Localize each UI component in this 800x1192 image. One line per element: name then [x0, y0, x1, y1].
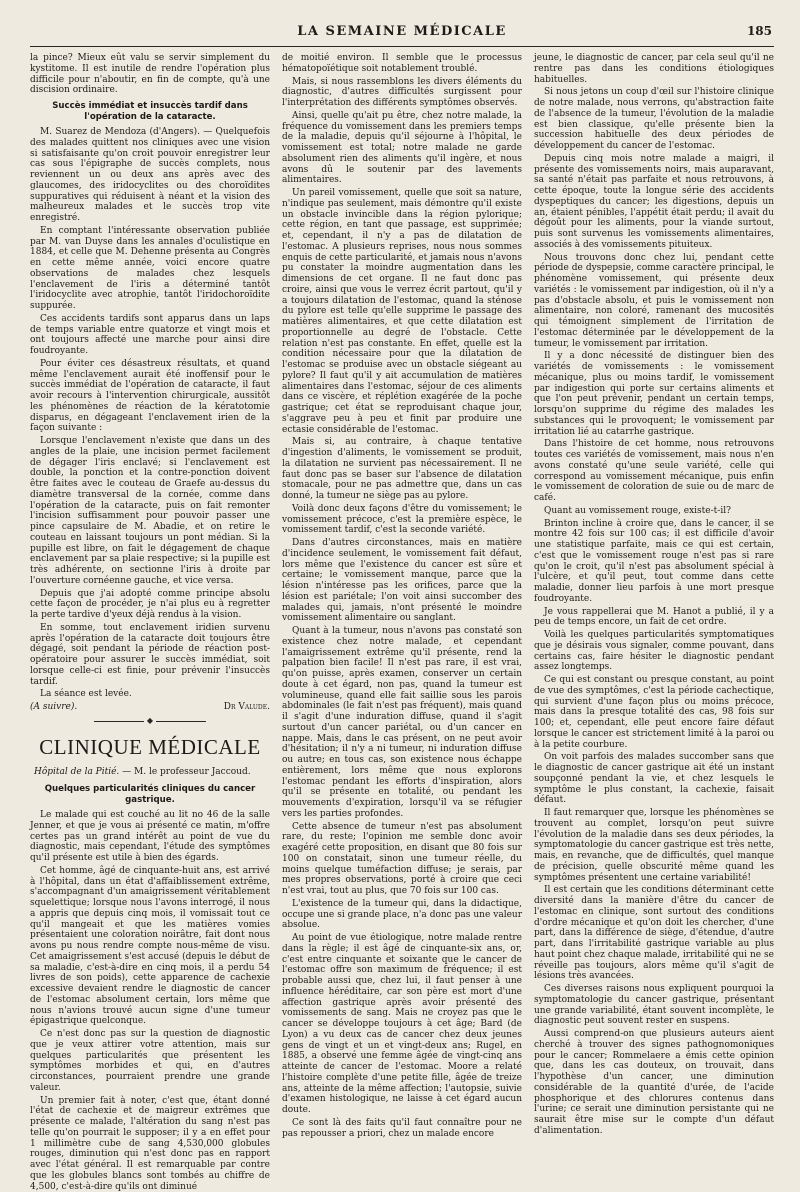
paragraph: Un pareil vomissement, quelle que soit sa nature, n'indique pas seulement, mais démontre qu'il existe un obstacle invincible dans la région pylorique; cette région, en tant que passage, est supprimée; et, cependant, il n'y a pas de dilatation de l'estomac. A plusieurs reprises, nous nous sommes enquis de cette particularité, et jamais nous n'avons pu constater la moindre augmentation dans les dimensions de cet organe. Il ne faut donc pas croire, ainsi que vous le verrez écrit partout, qu'il y a toujours dilatation de l'estomac, quand la sténose du pylore est telle qu'elle supprime le passage des matières alimentaires, et que cette dilatation est proportionnelle au degré de l'obstacle. Cette relation n'est pas constante. En effet, quelle est la condition nécessaire pour que la dilatation de l'estomac se produise avec un obstacle siégeant au pylore? Il faut qu'il y ait accumulation de matières alimentaires dans l'estomac, séjour de ces aliments dans ce viscère, et réplétion exagérée de la poche gastrique; cet état se reproduisant chaque jour, s'aggrave peu à peu et finit par produire une ectasie considérable de l'estomac. [282, 188, 522, 435]
paragraph: Pour éviter ces désastreux résultats, et quand même l'enclavement aurait été inoffensif pour le succès immédiat de l'opération de cataracte, il faut avoir recours à l'intervention chirurgicale, aussitôt les phénomènes de réaction de la kératotomie disparus, en dégageant l'enclavement irien de la façon suivante : [30, 359, 270, 434]
paragraph: jeune, le diagnostic de cancer, par cela seul qu'il ne rentre pas dans les conditions étiologiques habituelles. [534, 53, 774, 85]
journal-title: LA SEMAINE MÉDICALE [297, 24, 507, 39]
paragraph: Nous trouvons donc chez lui, pendant cette période de dyspepsie, comme caractère principal, le phénomène vomissement, qui présente deux variétés : le vomissement par indigestion, où il n'y a pas d'obstacle absolu, et puis le vomissement non alimentaire, non coloré, ramenant des mucosités qui témoignent simplement de l'irritation de l'estomac déterminée par le développement de la tumeur, le vomissement par irritation. [534, 253, 774, 350]
paragraph: Au point de vue étiologique, notre malade rentre dans la règle; il est âgé de cinquante-six ans, or, c'est entre cinquante et soixante que le cancer de l'estomac offre son maximum de fréquence; il est probable aussi que, chez lui, il faut penser à une influence héréditaire, car son père est mort d'une affection gastrique après avoir présenté des vomissements de sang. Mais ne croyez pas que le cancer se développe toujours à cet âge; Bard (de Lyon) a vu deux cas de cancer chez deux jeunes gens de vingt et un et vingt-deux ans; Rugel, en 1885, a observé une femme âgée de vingt-cinq ans atteinte de cancer de l'estomac. Moore a relaté l'histoire complète d'une petite fille, âgée de treize ans, atteinte de la même affection; l'autopsie, suivie d'examen histologique, ne laisse à cet égard aucun doute. [282, 933, 522, 1116]
professor-name: — M. le professeur Jaccoud. [119, 767, 250, 777]
column-2 [282, 53, 522, 1133]
paragraph: Depuis que j'ai adopté comme principe absolu cette façon de procéder, je n'ai plus eu à regretter la perte tardive d'yeux déjà rendus à la vision. [30, 589, 270, 621]
column-3 [534, 53, 774, 1133]
paragraph: La séance est levée. [30, 689, 270, 700]
paragraph: Mais, si nous rassemblons les divers éléments du diagnostic, d'autres difficultés surgissent pour l'interprétation des différents symptômes observés. [282, 77, 522, 109]
paragraph: Je vous rappellerai que M. Hanot a publié, il y a peu de temps encore, un fait de cet ordre. [534, 607, 774, 629]
paragraph: Quant au vomissement rouge, existe-t-il? [534, 506, 774, 517]
paragraph: Dans d'autres circonstances, mais en matière d'incidence seulement, le vomissement fait défaut, lors même que l'existence du cancer est sûre et certaine; le vomissement manque, parce que la lésion n'intéresse pas les orifices, parce que la lésion est pariétale; l'on voit ainsi succomber des malades qui, jamais, n'ont présenté le moindre vomissement alimentaire ou sanglant. [282, 538, 522, 624]
paragraph: Un premier fait à noter, c'est que, étant donné l'état de cachexie et de maigreur extrêmes que présente ce malade, l'altération du sang n'est pas telle qu'on pourrait le supposer; il y a en effet pour 1 millimètre cube de sang 4,530,000 globules rouges, diminution qui n'est donc pas en rapport avec l'état général. Il est remarquable par contre que les globules blancs sont tombés au chiffre de 4,500, c'est-à-dire qu'ils ont diminué [30, 1096, 270, 1192]
paragraph: Si nous jetons un coup d'œil sur l'histoire clinique de notre malade, nous verrons, qu'abstraction faite de l'absence de la tumeur, l'évolution de la maladie est bien classique, qu'elle présente bien la succession habituelle des deux périodes de développement du cancer de l'estomac. [534, 87, 774, 152]
paragraph: Ces accidents tardifs sont apparus dans un laps de temps variable entre quatorze et vingt mois et ont toujours affecté une marche pour ainsi dire foudroyante. [30, 314, 270, 357]
paragraph: Cette absence de tumeur n'est pas absolument rare, du reste; l'opinion me semble donc avoir exagéré cette proposition, en disant que 80 fois sur 100 on constatait, sinon une tumeur réelle, du moins quelque tuméfaction diffuse; je serais, par mes propres observations, porté à croire que ceci n'est vrai, tout au plus, que 70 fois sur 100 cas. [282, 822, 522, 897]
paragraph: Ces diverses raisons nous expliquent pourquoi la symptomatologie du cancer gastrique, présentant une grande variabilité, étant souvent incomplète, le diagnostic peut souvent rester en suspens. [534, 984, 774, 1027]
paragraph: Ce n'est donc pas sur la question de diagnostic que je veux attirer votre attention, mais sur quelques particularités que présentent les symptômes morbides et qui, en d'autres circonstances, pourraient prendre une grande valeur. [30, 1029, 270, 1094]
paragraph: Ce qui est constant ou presque constant, au point de vue des symptômes, c'est la période cachectique, qui survient d'une façon plus ou moins précoce, mais dans la presque totalité des cas, 98 fois sur 100; et, cependant, elle peut encore faire défaut lorsque le cancer est strictement limité à la paroi ou à la petite courbure. [534, 675, 774, 750]
paragraph: M. Suarez de Mendoza (d'Angers). — Quelquefois des malades quittent nos cliniques avec une vision si satisfaisante qu'on croit pouvoir enregistrer leur cas sous l'épigraphe de succès complets, nous reviennent un ou deux ans après avec des glaucomes, des iridocyclites ou des choroïdites suppuratives qui réduisent à néant et la vision des malheureux malades et le succès trop vite enregistré. [30, 127, 270, 224]
paragraph: de moitié environ. Il semble que le processus hématopoïétique soit notablement troublé. [282, 53, 522, 75]
section-attribution [30, 767, 270, 778]
paragraph: Il y a donc nécessité de distinguer bien des variétés de vomissements : le vomissement mécanique, plus ou moins tardif, le vomissement par indigestion qui porte sur certains aliments et que l'on peut prévenir, pendant un certain temps, lorsqu'on supprime du régime des malades les substances qui le provoquent; le vomissement par irritation lié au catarrhe gastrique. [534, 351, 774, 437]
hospital-name: Hôpital de la Pitié. [34, 767, 119, 777]
article-heading: Quelques particularités cliniques du cancer gastrique. [40, 784, 260, 805]
paragraph: Ainsi, quelle qu'ait pu être, chez notre malade, la fréquence du vomissement dans les premiers temps de la maladie, depuis qu'il séjourne à l'hôpital, le vomissement est total; notre malade ne garde absolument rien des aliments qu'il ingère, et nous avons dû le soutenir par des lavements alimentaires. [282, 111, 522, 186]
paragraph: Lorsque l'enclavement n'existe que dans un des angles de la plaie, une incision permet facilement de dégager l'iris enclavé; si l'enclavement est double, la ponction et la contre-ponction doivent être faites avec le couteau de Graefe au-dessus du diamètre transversal de la cornée, comme dans l'opération de la cataracte, puis on fait remonter l'incision suffisamment pour pouvoir passer une pince capsulaire de M. Abadie, et on retire le couteau en laissant toujours un pont médian. Si la pupille est libre, on fait le dégagement de chaque enclavement par sa plaie respective; si la pupille est très adhérente, on sectionne l'iris à droite par l'ouverture cornéenne gauche, et vice versa. [30, 436, 270, 587]
paragraph: Le malade qui est couché au lit no 46 de la salle Jenner, et que je vous ai présenté ce matin, m'offre certes pas un grand intérêt au point de vue du diagnostic, mais cependant, l'étude des symptômes qu'il présente est utile à bien des égards. [30, 810, 270, 864]
column-1 [30, 53, 270, 1133]
paragraph: Il faut remarquer que, lorsque les phénomènes se trouvent au complet, lorsqu'on peut suivre l'évolution de la maladie dans ses deux périodes, la symptomatologie du cancer gastrique est très nette, mais, en revanche, que de difficultés, quel manque de précision, quelle obscurité même quand les symptômes présentent une certaine variabilité! [534, 808, 774, 883]
page-number: 185 [747, 24, 772, 38]
paragraph: la pince? Mieux eût valu se servir simplement du kystitome. Il est inutile de rendre l'opération plus difficile pour n'aboutir, en fin de compte, qu'à une discision ordinaire. [30, 53, 270, 96]
paragraph: Dans l'histoire de cet homme, nous retrouvons toutes ces variétés de vomissement, mais nous n'en avons constaté qu'une seule variété, celle qui correspond au vomissement mécanique, puis enfin le vomissement de coloration de suie ou de marc de café. [534, 439, 774, 504]
paragraph: Aussi comprend-on que plusieurs auteurs aient cherché à trouver des signes pathognomoniques pour le cancer; Rommelaere a émis cette opinion que, dans les cas douteux, on trouvait, dans l'hypothèse d'un cancer, une diminution considérable de la quantité d'urée, de l'acide phosphorique et des chlorures contenus dans l'urine; ce serait une diminution persistante qui ne saurait être mise sur le compte d'un défaut d'alimentation. [534, 1029, 774, 1137]
section-divider: ◆ [30, 717, 270, 725]
article-heading: Succès immédiat et insuccès tardif dans l'opération de la cataracte. [40, 101, 260, 122]
paragraph: Voilà donc deux façons d'être du vomissement; le vomissement précoce, c'est la première espèce, le vomissement tardif, c'est la seconde variété. [282, 504, 522, 536]
paragraph: Mais si, au contraire, à chaque tentative d'ingestion d'aliments, le vomissement se produit, la dilatation ne survient pas nécessairement. Il ne faut donc pas se baser sur l'absence de dilatation stomacale, pour ne pas admettre que, dans un cas donné, la tumeur ne siège pas au pylore. [282, 437, 522, 502]
author-signature: Dr Valude. [224, 702, 270, 713]
text-columns [30, 53, 774, 1133]
paragraph: En comptant l'intéressante observation publiée par M. van Duyse dans les annales d'oculistique en 1884, et celle que M. Dehenne présenta au Congrès en cette même année, voici encore quatre observations de malades chez lesquels l'enclavement de l'iris a déterminé tantôt l'iridocyclite avec atrophie, tantôt l'iridochoroïdite suppurée. [30, 226, 270, 312]
signoff [30, 702, 270, 713]
section-title: CLINIQUE MÉDICALE [30, 735, 270, 759]
paragraph: L'existence de la tumeur qui, dans la didactique, occupe une si grande place, n'a donc pas une valeur absolue. [282, 899, 522, 931]
paragraph: Ce sont là des faits qu'il faut connaître pour ne pas repousser a priori, chez un malade encore [282, 1118, 522, 1140]
paragraph: En somme, tout enclavement iridien survenu après l'opération de la cataracte doit toujours être dégagé, soit pendant la période de réaction post-opératoire pour assurer le succès immédiat, soit lorsque celle-ci est finie, pour prévenir l'insuccès tardif. [30, 623, 270, 688]
paragraph: Cet homme, âgé de cinquante-huit ans, est arrivé à l'hôpital, dans un état d'affaiblissement extrême, s'accompagnant d'un amaigrissement véritablement squelettique; lorsque nous l'avons interrogé, il nous a appris que depuis cinq mois, il vomissait tout ce qu'il mangeait et que les matières vomies présentaient une coloration noirâtre, fait dont nous avons pu nous rendre compte nous-même de visu. Cet amaigrissement s'est accusé (depuis le début de sa maladie, c'est-à-dire en cinq mois, il a perdu 54 livres de son poids), cette apparence de cachexie excessive devaient rendre le diagnostic de cancer de l'estomac absolument certain, lors même que nous n'avions trouvé aucun signe d'une tumeur épigastrique quelconque. [30, 866, 270, 1027]
running-header [30, 24, 774, 47]
paragraph: Brinton incline à croire que, dans le cancer, il se montre 42 fois sur 100 cas; il est difficile d'avoir une statistique parfaite, mais ce qui est certain, c'est que le vomissement rouge n'est pas si rare qu'on le croit, qu'il n'est pas absolument spécial à l'ulcère, et qu'il peut, tout comme dans cette maladie, donner lieu parfois à une mort presque foudroyante. [534, 519, 774, 605]
to-be-continued: (A suivre). [30, 702, 77, 713]
paragraph: Voilà les quelques particularités symptomatiques que je désirais vous signaler, comme pouvant, dans certains cas, faire hésiter le diagnostic pendant assez longtemps. [534, 630, 774, 673]
paragraph: Depuis cinq mois notre malade a maigri, il présente des vomissements noirs, mais auparavant, sa santé n'était pas parfaite et nous retrouvons, à cette époque, toute la longue série des accidents dyspeptiques du cancer; les digestions, depuis un an, étaient pénibles, l'appétit était perdu; il avait du dégoût pour les aliments, pour la viande surtout, puis sont survenus les vomissements alimentaires, associés à des vomissements pituiteux. [534, 154, 774, 251]
paragraph: Il est certain que les conditions déterminant cette diversité dans la manière d'être du cancer de l'estomac en clinique, sont surtout des conditions d'ordre mécanique et qu'on doit les chercher, d'une part, dans la différence de siège, d'étendue, d'autre part, dans l'irritabilité gastrique variable au plus haut point chez chaque malade, irritabilité qui ne se réveille pas toujours, alors même qu'il s'agit de lésions très avancées. [534, 885, 774, 982]
paragraph: On voit parfois des malades succomber sans que le diagnostic de cancer gastrique ait été un instant soupçonné pendant la vie, et chez lesquels le symptôme le plus constant, la cachexie, faisait défaut. [534, 752, 774, 806]
paragraph: Quant à la tumeur, nous n'avons pas constaté son existence chez notre malade, et cependant l'amaigrissement extrême qu'il présente, rend la palpation bien facile! Il n'est pas rare, il est vrai, qu'on puisse, après examen, conserver un certain doute à cet égard, non pas, quand la tumeur est volumineuse, quand elle fait saillie sous les parois abdominales (le fait n'est pas fréquent), mais quand il s'agit d'une induration diffuse, quand il s'agit surtout d'un cancer pariétal, ou d'un cancer en nappe. Mais, dans le cas présent, on ne peut avoir d'hésitation; il n'y a ni tumeur, ni induration diffuse ou autre; en tous cas, son existence nous échappe entièrement, lors même que nous explorons l'estomac pendant les efforts d'inspiration, alors qu'il se présente en totalité, ou pendant les mouvements d'expiration, lorsqu'il va se réfugier vers les parties profondes. [282, 626, 522, 820]
